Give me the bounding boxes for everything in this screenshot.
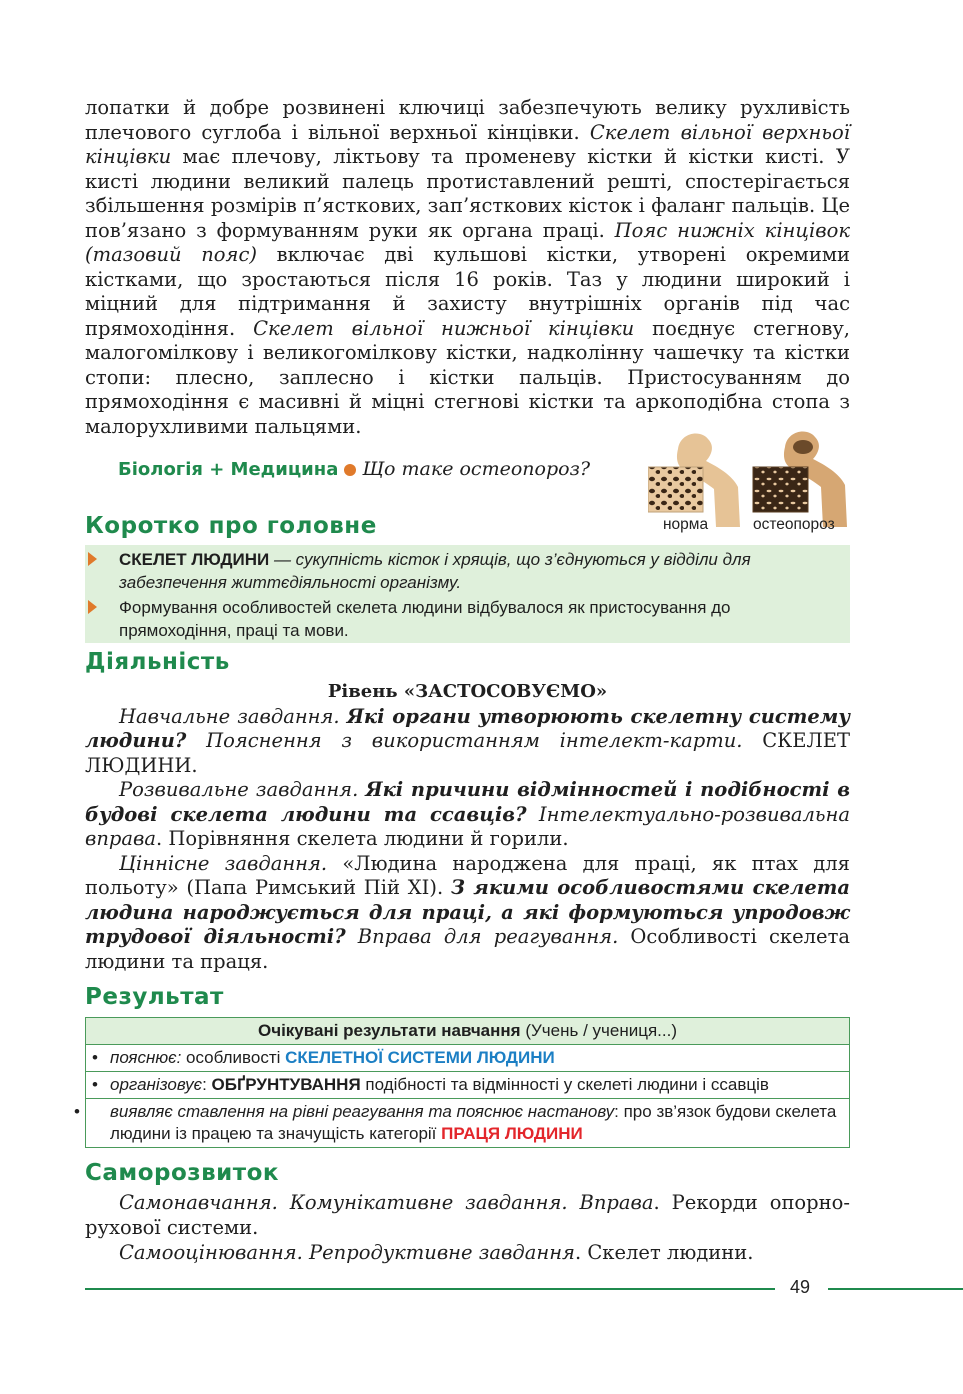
table-cell: • пояснює: особливості СКЕЛЕТНОЇ СИСТЕМИ ЛЮДИНИ [86,1045,850,1072]
summary-box [85,545,850,643]
footer-rule-right [828,1288,963,1290]
triangle-bullet-icon [88,552,97,566]
activity-task-2: Розвивальне завдання. Які причини відмінностей і подібності в будові скелета людини та ссавців? Інтелектуально-розвивальна вправа. Порівняння скелета людини й горили. [85,778,850,850]
summary-item: СКЕЛЕТ ЛЮДИНИ — сукупність кісток і хрящів, що з’єднуються у відділи для забезпечення життєдіяльності організму. [119,550,751,592]
table-header-cell: Очікувані результати навчання (Учень / учениця...) [86,1018,850,1045]
table-header-row [86,1018,850,1045]
bullet-icon: • [92,1075,98,1094]
self-development-heading: Саморозвиток [85,1160,280,1186]
normal-bone-icon [648,434,740,527]
biomed-label: Біологія + Медицина [118,459,339,480]
table-cell: • організовує: ОБҐРУНТУВАННЯ подібності та відмінності у скелеті людини і ссавців [86,1072,850,1099]
page-number: 49 [790,1277,811,1297]
activity-heading: Діяльність [85,649,230,675]
biomed-question: Що таке остеопороз? [362,458,591,480]
summary-heading: Коротко про головне [85,513,377,539]
intro-text [85,96,850,439]
activity-task-1: Навчальне завдання. Які органи утворюють скелетну систему людини? Пояснення з використанням інтелект-карти. СКЕЛЕТ ЛЮДИНИ. [85,704,850,777]
footer-rule-left [85,1288,775,1290]
result-heading: Результат [85,984,224,1010]
bone-caption-normal: норма [663,516,709,533]
bone-caption-osteoporosis: остеопороз [753,516,835,533]
summary-item: Формування особливостей скелета людини відбувалося як пристосування до прямоходіння, праці та мови. [119,598,731,640]
intro-paragraph: лопатки й добре розвинені ключиці забезпечують велику рухливість плечового суглоба і вільної верхньої кінцівки. Скелет вільної верхньої кінцівки має плечову, ліктьову та променеву кістки й кістки кисті. У кисті людини великий палець протиставлений решті, спостерігається збільшення розмірів п’ясткових, зап’ясткових кісток і фаланг пальців. Це пов’язано з формуванням руки як органа праці. Пояс нижніх кінцівок (тазовий пояс) включає дві кульшові кістки, утворені окремими кістками, що зростаються після 16 років. Таз у людини широкий і міцний для підтримання й захисту внутрішніх органів під час прямоходіння. Скелет вільної нижньої кінцівки поєднує стегнову, малогомілкову і великогомілкову кістки, надколінну чашечку та кістки стопи: плесно, заплесно і кістки пальців. Пристосуванням до прямоходіння є масивні й міцні стегнові кістки та аркоподібна стопа з малорухливими пальцями. [85,96,850,438]
table-row [86,1072,850,1099]
osteoporosis-bone-icon [753,432,847,527]
results-table [74,1017,850,1148]
table-row [86,1099,850,1148]
orange-dot-icon [344,464,356,476]
bullet-icon: • [92,1048,98,1067]
activity-section [85,680,850,974]
level-title: Рівень «ЗАСТОСОВУЄМО» [327,681,608,702]
self-task-2: Самооцінювання. Репродуктивне завдання. Скелет людини. [119,1241,754,1264]
self-development-section [85,1190,850,1265]
bullet-icon: • [74,1102,80,1121]
triangle-bullet-icon [88,600,97,614]
table-cell: • виявляє ставлення на рівні реагування та пояснює настанову: про зв’язок будови скелета людини із працею та значущість категорії ПРАЦЯ ЛЮДИНИ [86,1099,850,1148]
self-task-1: Самонавчання. Комунікативне завдання. Вправа. Рекорди опорно-рухової системи. [85,1191,850,1239]
biology-medicine-note [118,458,590,480]
table-row [86,1045,850,1072]
activity-task-3: Ціннісне завдання. «Людина народжена для праці, як птах для польоту» (Папа Римський Пій ХІ). З якими особливостями скелета людина народжується для праці, а які формуються упродовж трудової діяльності? Вправа для реагування. Особливості скелета людини та праця. [85,851,850,973]
